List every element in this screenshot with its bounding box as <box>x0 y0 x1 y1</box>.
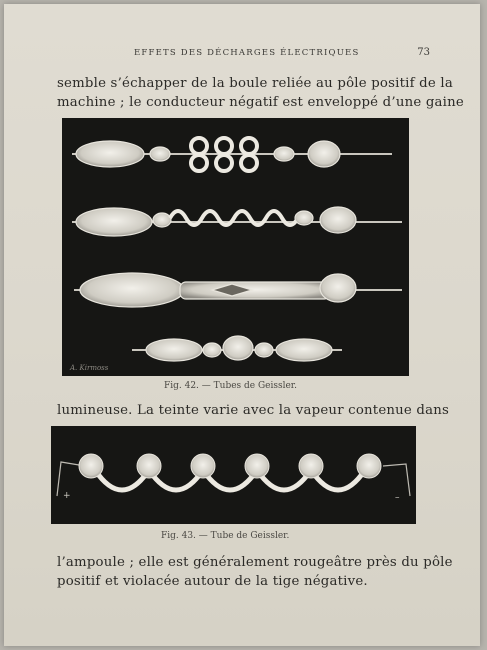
figure-42-caption: Fig. 42. — Tubes de Geissler. <box>164 381 297 391</box>
text-line: l’ampoule ; elle est généralement rougeâtre près du pôle <box>57 555 453 570</box>
tube-1 <box>72 138 392 171</box>
svg-text:+: + <box>63 491 71 501</box>
figure-43-caption: Fig. 43. — Tube de Geissler. <box>161 531 290 541</box>
figure-42-plate <box>62 118 409 376</box>
tube-4 <box>132 336 342 361</box>
geissler-tube-chain-illustration <box>51 426 416 524</box>
page-number: 73 <box>417 47 430 58</box>
text-line: machine ; le conducteur négatif est enveloppé d’une gaine <box>57 95 464 110</box>
text-line: positif et violacée autour de la tige négative. <box>57 574 368 589</box>
svg-text:–: – <box>395 493 400 503</box>
tube-2 <box>72 207 402 236</box>
tube-3 <box>74 273 402 307</box>
figure-43-plate <box>51 426 416 524</box>
running-header: EFFETS DES DÉCHARGES ÉLECTRIQUES <box>134 48 360 58</box>
svg-text:A. Kirmoss: A. Kirmoss <box>70 364 109 372</box>
text-line: semble s’échapper de la boule reliée au pôle positif de la <box>57 76 453 91</box>
book-page <box>4 4 480 646</box>
text-line: lumineuse. La teinte varie avec la vapeur contenue dans <box>57 403 450 418</box>
geissler-tubes-illustration <box>62 118 409 376</box>
